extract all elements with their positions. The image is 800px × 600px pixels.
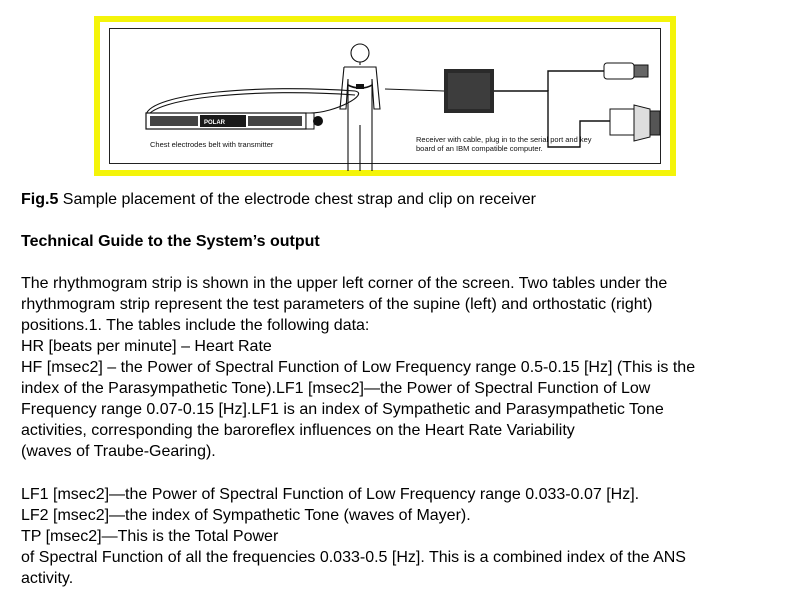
belt-label: Chest electrodes belt with transmitter xyxy=(150,140,274,149)
belt-clip xyxy=(313,116,323,126)
text-line: activity. xyxy=(21,570,74,587)
equipment-diagram xyxy=(110,29,672,175)
text-line: Frequency range 0.07-0.15 [Hz].LF1 is an index of Sympathetic and Parasympathetic Tone xyxy=(21,401,664,418)
receiver-label: Receiver with cable, plug in to the serial port and key board of an IBM compatible computer. xyxy=(416,135,592,153)
text-line: activities, corresponding the baroreflex influences on the Heart Rate Variability xyxy=(21,422,575,439)
text-line: index of the Parasympathetic Tone).LF1 [msec2]—the Power of Spectral Function of Low xyxy=(21,380,651,397)
text-line: positions.1. The tables include the following data: xyxy=(21,317,370,334)
paragraph-2 xyxy=(21,484,796,589)
text-line: of Spectral Function of all the frequencies 0.033-0.5 [Hz]. This is a combined index of the ANS xyxy=(21,549,686,566)
text-line: LF1 [msec2]—the Power of Spectral Function of Low Frequency range 0.033-0.07 [Hz]. xyxy=(21,486,640,503)
paragraph-1 xyxy=(21,273,796,462)
text-line: rhythmogram strip represent the test parameters of the supine (left) and orthostatic (right) xyxy=(21,296,653,313)
text-line: LF2 [msec2]—the index of Sympathetic Tone (waves of Mayer). xyxy=(21,507,471,524)
text-line: (waves of Traube-Gearing). xyxy=(21,443,216,460)
human-figure xyxy=(340,44,380,171)
keyboard-connector xyxy=(604,63,648,79)
text-line: The rhythmogram strip is shown in the upper left corner of the screen. Two tables under the xyxy=(21,275,668,292)
figure-illustration xyxy=(109,28,661,164)
transmitter-brand: POLAR xyxy=(204,120,225,126)
text-line: TP [msec2]—This is the Total Power xyxy=(21,528,279,545)
section-heading: Technical Guide to the System’s output xyxy=(21,233,320,250)
figure-frame xyxy=(94,16,676,176)
figure-caption xyxy=(21,190,536,210)
figure-number: Fig.5 xyxy=(21,191,59,208)
text-line: HR [beats per minute] – Heart Rate xyxy=(21,338,272,355)
text-line: HF [msec2] – the Power of Spectral Function of Low Frequency range 0.5-0.15 [Hz] (This is the xyxy=(21,359,696,376)
caption-text: Sample placement of the electrode chest strap and clip on receiver xyxy=(58,191,536,208)
serial-port-connector xyxy=(610,105,660,141)
